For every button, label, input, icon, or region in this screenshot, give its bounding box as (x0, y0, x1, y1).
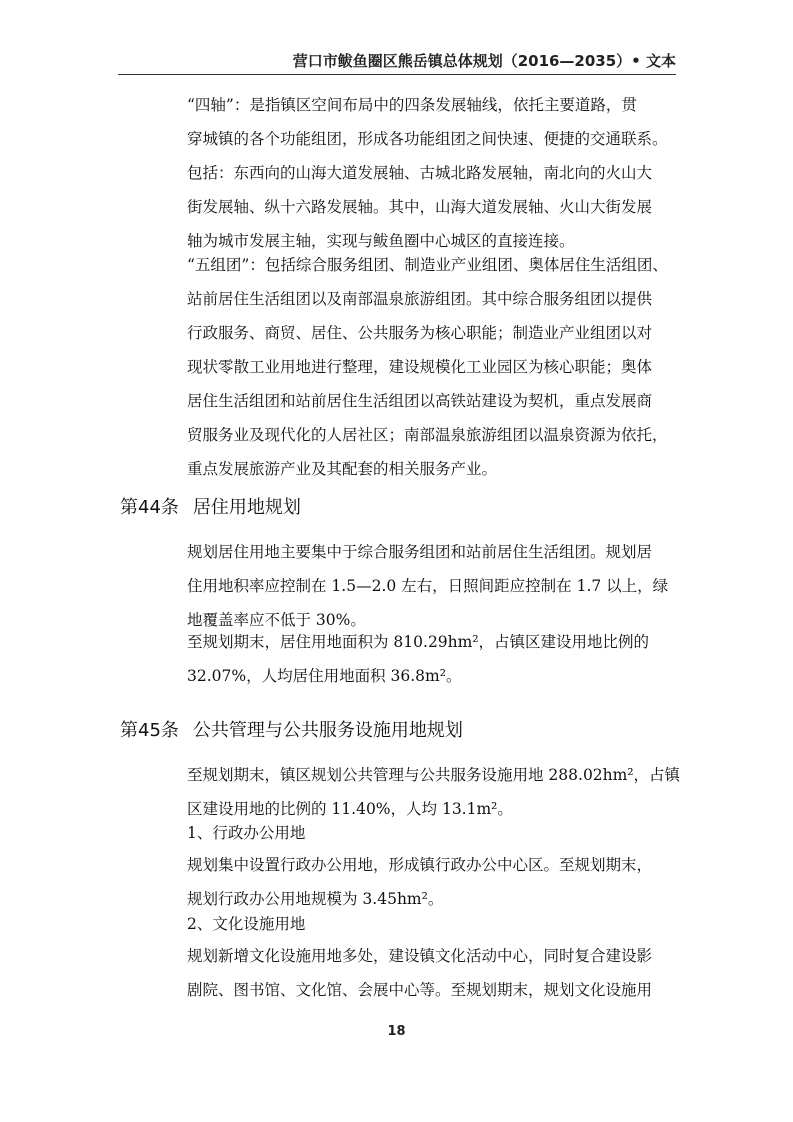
text-line: 剧院、图书馆、文化馆、会展中心等。至规划期末，规划文化设施用 (187, 981, 653, 999)
text-line: 居住生活组团和站前居住生活组团以高铁站建设为契机，重点发展商 (187, 392, 653, 410)
text-line: 住用地积率应控制在 1.5—2.0 左右，日照间距应控制在 1.7 以上，绿 (187, 577, 669, 595)
text-line: 1、行政办公用地 (187, 824, 306, 842)
text-line: 包括：东西向的山海大道发展轴、古城北路发展轴，南北向的火山大 (187, 164, 653, 182)
article-44-heading (120, 495, 301, 521)
text-line: 街发展轴、纵十六路发展轴。其中，山海大道发展轴、火山大街发展 (187, 198, 653, 216)
text-line: 区建设用地的比例的 11.40%，人均 13.1m²。 (187, 800, 513, 818)
text-line: 穿城镇的各个功能组团，形成各功能组团之间快速、便捷的交通联系。 (187, 130, 668, 148)
paragraph-five-clusters (187, 248, 675, 486)
document-title: 营口市鲅鱼圈区熊岳镇总体规划（2016—2035）• 文本 (292, 52, 676, 70)
article-45-heading (120, 718, 463, 744)
text-line: 行政服务、商贸、居住、公共服务为核心职能；制造业产业组团以对 (187, 324, 653, 342)
header-rule (118, 74, 676, 75)
subheading-cultural-facilities (187, 907, 675, 941)
paragraph-four-axes (187, 88, 675, 258)
paragraph-residential-area (187, 625, 675, 693)
text-line: 现状零散工业用地进行整理，建设规模化工业园区为核心职能；奥体 (187, 358, 653, 376)
text-line: 轴为城市发展主轴，实现与鲅鱼圈中心城区的直接连接。 (187, 232, 575, 250)
text-line: 贸服务业及现代化的人居社区；南部温泉旅游组团以温泉资源为依托， (187, 426, 668, 444)
text-line: “四轴”：是指镇区空间布局中的四条发展轴线，依托主要道路，贯 (187, 96, 637, 114)
text-line: “五组团”：包括综合服务组团、制造业产业组团、奥体居住生活组团、 (187, 256, 668, 274)
paragraph-admin-office (187, 848, 675, 916)
text-line: 站前居住生活组团以及南部温泉旅游组团。其中综合服务组团以提供 (187, 290, 653, 308)
article-number: 第44条 (120, 497, 179, 518)
text-line: 规划集中设置行政办公用地，形成镇行政办公中心区。至规划期末， (187, 856, 653, 874)
paragraph-cultural-facilities (187, 939, 675, 1007)
text-line: 地覆盖率应不低于 30%。 (187, 611, 366, 629)
text-line: 至规划期末，居住用地面积为 810.29hm²，占镇区建设用地比例的 (187, 633, 650, 651)
article-title: 公共管理与公共服务设施用地规划 (192, 720, 463, 741)
text-line: 重点发展旅游产业及其配套的相关服务产业。 (187, 460, 498, 478)
text-line: 2、文化设施用地 (187, 915, 306, 933)
running-header (118, 50, 676, 74)
text-line: 规划居住用地主要集中于综合服务组团和站前居住生活组团。规划居 (187, 543, 653, 561)
paragraph-residential-plan (187, 535, 675, 637)
page-number: 18 (387, 1024, 406, 1039)
text-line: 32.07%，人均居住用地面积 36.8m²。 (187, 667, 462, 685)
article-number: 第45条 (120, 720, 179, 741)
text-line: 至规划期末，镇区规划公共管理与公共服务设施用地 288.02hm²，占镇 (187, 766, 681, 784)
text-line: 规划行政办公用地规模为 3.45hm²。 (187, 890, 444, 908)
subheading-admin-office (187, 816, 675, 850)
article-title: 居住用地规划 (192, 497, 301, 518)
text-line: 规划新增文化设施用地多处，建设镇文化活动中心，同时复合建设影 (187, 947, 653, 965)
